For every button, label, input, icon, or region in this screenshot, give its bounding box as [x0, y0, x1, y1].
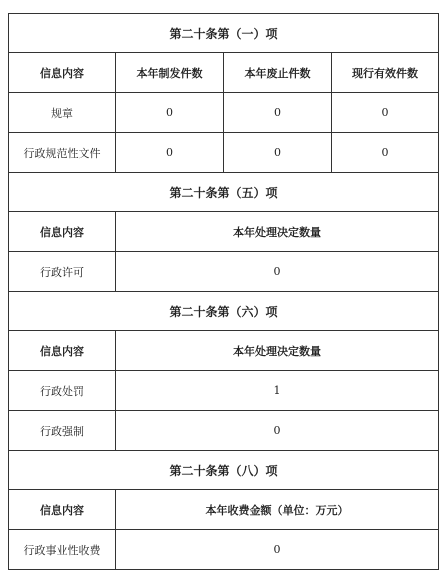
- section-title: 第二十条第（五）项: [9, 173, 439, 212]
- table-row: [9, 252, 439, 292]
- row-label: 行政处罚: [9, 371, 116, 411]
- row-label: 规章: [9, 93, 116, 133]
- section-title: 第二十条第（一）项: [9, 14, 439, 53]
- cell-value: 0: [332, 133, 439, 173]
- section-1-title-row: [9, 14, 439, 53]
- column-header: 信息内容: [9, 53, 116, 93]
- table-row: [9, 411, 439, 451]
- column-header: 现行有效件数: [332, 53, 439, 93]
- row-label: 行政许可: [9, 252, 116, 292]
- section-2-title-row: [9, 173, 439, 212]
- section-2-header-row: [9, 212, 439, 252]
- section-3-header-row: [9, 331, 439, 371]
- section-1-header-row: [9, 53, 439, 93]
- column-header: 本年处理决定数量: [116, 212, 439, 252]
- table-row: [9, 530, 439, 570]
- section-3-title-row: [9, 292, 439, 331]
- column-header: 本年处理决定数量: [116, 331, 439, 371]
- column-header: 本年废止件数: [224, 53, 332, 93]
- cell-value: 0: [116, 93, 224, 133]
- column-header: 信息内容: [9, 331, 116, 371]
- row-label: 行政事业性收费: [9, 530, 116, 570]
- cell-value: 0: [116, 252, 439, 292]
- column-header: 信息内容: [9, 490, 116, 530]
- cell-value: 0: [116, 133, 224, 173]
- cell-value: 0: [224, 93, 332, 133]
- row-label: 行政强制: [9, 411, 116, 451]
- section-title: 第二十条第（八）项: [9, 451, 439, 490]
- column-header: 本年制发件数: [116, 53, 224, 93]
- section-title: 第二十条第（六）项: [9, 292, 439, 331]
- section-4-title-row: [9, 451, 439, 490]
- cell-value: 0: [116, 530, 439, 570]
- cell-value: 1: [116, 371, 439, 411]
- column-header: 信息内容: [9, 212, 116, 252]
- column-header: 本年收费金额（单位：万元）: [116, 490, 439, 530]
- section-4-header-row: [9, 490, 439, 530]
- disclosure-report-table: [8, 13, 439, 570]
- cell-value: 0: [224, 133, 332, 173]
- table-row: [9, 371, 439, 411]
- cell-value: 0: [332, 93, 439, 133]
- table-row: [9, 93, 439, 133]
- cell-value: 0: [116, 411, 439, 451]
- table-row: [9, 133, 439, 173]
- row-label: 行政规范性文件: [9, 133, 116, 173]
